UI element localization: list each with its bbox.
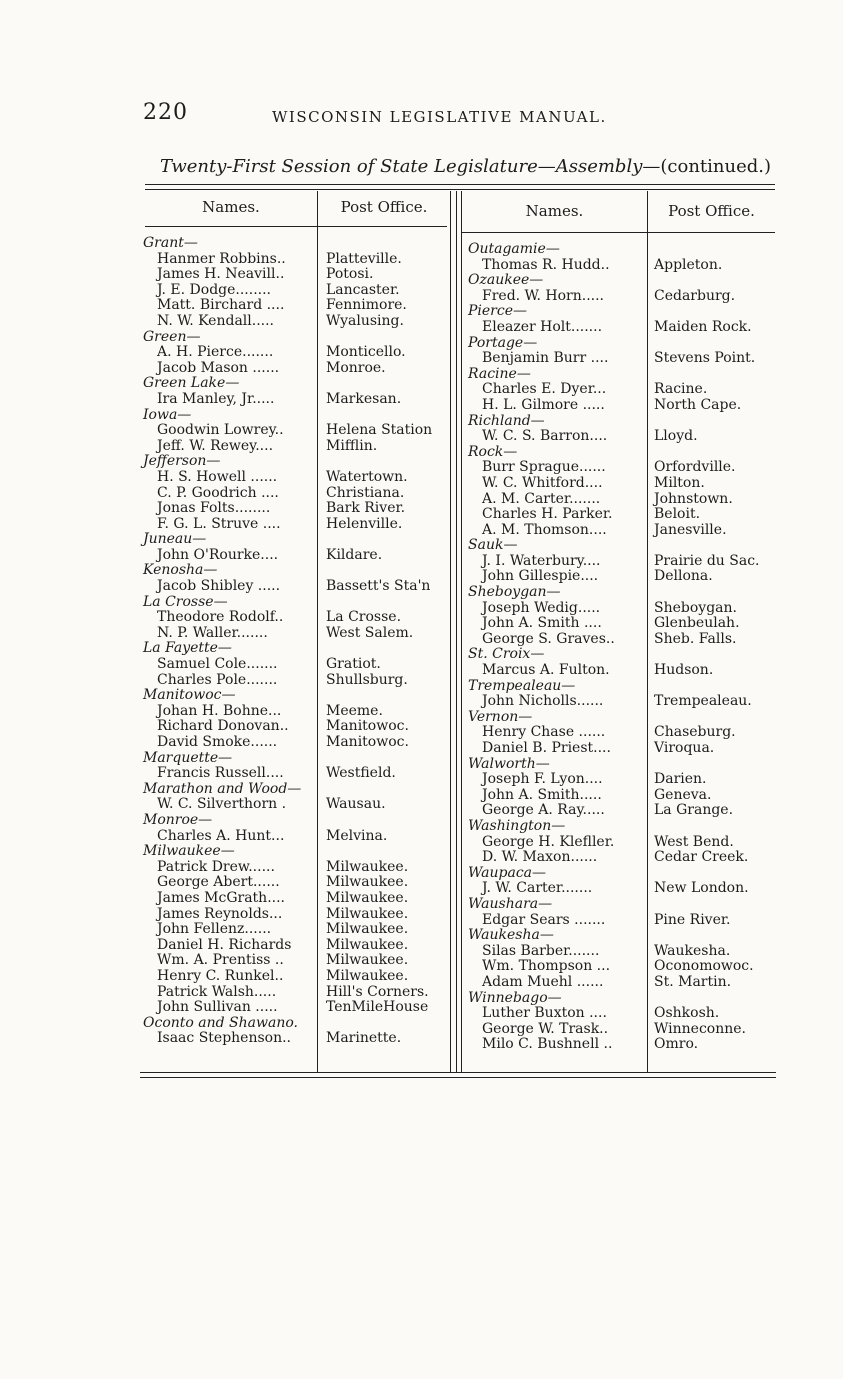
member-post-office: Mifflin. bbox=[326, 437, 378, 454]
member-name: Jonas Folts........ bbox=[157, 500, 271, 517]
member-post-office: Pine River. bbox=[654, 911, 731, 928]
left-post-office-column bbox=[326, 236, 432, 1047]
member-name: Burr Sprague...... bbox=[482, 459, 606, 476]
member-post-office: New London. bbox=[654, 880, 749, 897]
post-office-spacer bbox=[326, 641, 432, 657]
county-heading: Milwaukee— bbox=[143, 843, 235, 860]
page-number: 220 bbox=[143, 100, 188, 125]
member-name: J. W. Carter....... bbox=[482, 880, 593, 897]
member-name: Marcus A. Fulton. bbox=[482, 662, 610, 679]
post-office-spacer bbox=[654, 991, 760, 1007]
member-name: James McGrath.... bbox=[157, 889, 285, 906]
post-office-spacer bbox=[326, 532, 432, 548]
member-name: Francis Russell.... bbox=[157, 765, 284, 782]
member-post-office: Bassett's Sta'n bbox=[326, 578, 431, 595]
member-post-office: Chaseburg. bbox=[654, 724, 736, 741]
member-post-office: Watertown. bbox=[326, 468, 408, 485]
county-heading: Richland— bbox=[468, 412, 545, 429]
header-rule-left bbox=[145, 226, 447, 227]
member-post-office: Fennimore. bbox=[326, 297, 407, 314]
header-post-office-left: Post Office. bbox=[340, 198, 428, 216]
member-post-office: Maiden Rock. bbox=[654, 318, 752, 335]
post-office-spacer bbox=[654, 414, 760, 430]
member-post-office: Geneva. bbox=[654, 786, 712, 803]
member-post-office: Milwaukee. bbox=[326, 858, 409, 875]
member-post-office: Helena Station bbox=[326, 422, 433, 439]
member-name: James Reynolds... bbox=[157, 905, 283, 922]
member-name: H. S. Howell ...... bbox=[157, 468, 278, 485]
post-office-spacer bbox=[326, 1016, 432, 1032]
member-name: A. H. Pierce....... bbox=[157, 344, 274, 361]
county-heading: Rock— bbox=[468, 443, 518, 460]
county-heading: La Crosse— bbox=[143, 593, 228, 610]
county-heading: Sheboygan— bbox=[468, 584, 561, 601]
header-names-right: Names. bbox=[525, 202, 584, 220]
member-post-office: Beloit. bbox=[654, 506, 701, 523]
member-name: Silas Barber....... bbox=[482, 942, 600, 959]
member-name: W. C. Whitford.... bbox=[482, 474, 603, 491]
member-post-office: Wausau. bbox=[326, 796, 386, 813]
member-post-office: West Salem. bbox=[326, 624, 414, 641]
member-post-office: Monticello. bbox=[326, 344, 406, 361]
member-name: J. I. Waterbury.... bbox=[482, 552, 601, 569]
member-name: Samuel Cole....... bbox=[157, 656, 278, 673]
member-post-office: Stevens Point. bbox=[654, 350, 756, 367]
member-post-office: Milwaukee. bbox=[326, 936, 409, 953]
caption-italic: Twenty-First Session of State Legislature—Assembly— bbox=[160, 156, 661, 177]
member-post-office: West Bend. bbox=[654, 833, 734, 850]
member-post-office: Waukesha. bbox=[654, 942, 731, 959]
member-post-office: Milwaukee. bbox=[326, 905, 409, 922]
member-post-office: Christiana. bbox=[326, 484, 405, 501]
member-name: John Fellenz...... bbox=[157, 921, 272, 938]
table-caption bbox=[160, 156, 771, 177]
post-office-spacer bbox=[654, 928, 760, 944]
member-name: George W. Trask.. bbox=[482, 1020, 609, 1037]
member-post-office: Prairie du Sac. bbox=[654, 552, 760, 569]
county-heading: Washington— bbox=[468, 817, 566, 834]
post-office-spacer bbox=[654, 336, 760, 352]
member-post-office: St. Martin. bbox=[654, 973, 732, 990]
member-name: N. P. Waller....... bbox=[157, 624, 268, 641]
county-heading: Waupaca— bbox=[468, 864, 547, 881]
column-rule-5 bbox=[647, 191, 648, 1073]
post-office-spacer bbox=[326, 751, 432, 767]
member-post-office: Manitowoc. bbox=[326, 718, 409, 735]
member-name: H. L. Gilmore ..... bbox=[482, 396, 605, 413]
running-head: WISCONSIN LEGISLATIVE MANUAL. bbox=[272, 108, 607, 126]
member-name: Charles A. Hunt... bbox=[157, 827, 285, 844]
member-post-office: TenMileHouse bbox=[326, 999, 429, 1016]
member-name: Hanmer Robbins.. bbox=[157, 250, 286, 267]
member-name: Wm. A. Prentiss .. bbox=[157, 952, 284, 969]
member-name: Eleazer Holt....... bbox=[482, 318, 603, 335]
member-name: John Nicholls...... bbox=[482, 693, 604, 710]
post-office-spacer bbox=[326, 688, 432, 704]
county-heading: Juneau— bbox=[143, 531, 207, 548]
member-post-office: Orfordville. bbox=[654, 459, 736, 476]
member-post-office: Darien. bbox=[654, 771, 707, 788]
member-name: John Sullivan ..... bbox=[157, 999, 278, 1016]
member-post-office: Lloyd. bbox=[654, 428, 698, 445]
member-post-office: Appleton. bbox=[654, 256, 723, 273]
member-name: Richard Donovan.. bbox=[157, 718, 289, 735]
county-heading: Monroe— bbox=[143, 811, 213, 828]
member-post-office: Winneconne. bbox=[654, 1020, 746, 1037]
member-name: Theodore Rodolf.. bbox=[157, 609, 284, 626]
header-post-office-right: Post Office. bbox=[668, 202, 755, 220]
member-name: J. E. Dodge........ bbox=[157, 281, 272, 298]
post-office-spacer bbox=[654, 647, 760, 663]
county-heading: Marathon and Wood— bbox=[143, 780, 302, 797]
member-name: Jacob Shibley ..... bbox=[157, 578, 281, 595]
member-post-office: La Grange. bbox=[654, 802, 734, 819]
member-name: Benjamin Burr .... bbox=[482, 350, 609, 367]
member-post-office: Janesville. bbox=[654, 521, 727, 538]
post-office-spacer bbox=[326, 330, 432, 346]
member-name: Thomas R. Hudd.. bbox=[482, 256, 610, 273]
member-name: Wm. Thompson ... bbox=[482, 958, 611, 975]
member-post-office: Sheb. Falls. bbox=[654, 630, 737, 647]
member-post-office: Johnstown. bbox=[654, 490, 733, 507]
member-post-office: Sheboygan. bbox=[654, 599, 737, 616]
member-name: Johan H. Bohne... bbox=[157, 702, 282, 719]
post-office-spacer bbox=[326, 595, 432, 611]
member-post-office: North Cape. bbox=[654, 396, 742, 413]
member-post-office: Helenville. bbox=[326, 515, 403, 532]
post-office-spacer bbox=[654, 585, 760, 601]
post-office-spacer bbox=[326, 782, 432, 798]
county-heading: St. Croix— bbox=[468, 646, 545, 663]
member-post-office: Bark River. bbox=[326, 500, 406, 517]
member-post-office: Wyalusing. bbox=[326, 312, 404, 329]
member-name: Luther Buxton .... bbox=[482, 1005, 607, 1022]
member-post-office: Cedar Creek. bbox=[654, 849, 749, 866]
member-post-office: Markesan. bbox=[326, 390, 402, 407]
member-post-office: Oshkosh. bbox=[654, 1005, 720, 1022]
member-post-office: Gratiot. bbox=[326, 656, 381, 673]
member-name: Isaac Stephenson.. bbox=[157, 1030, 292, 1047]
member-post-office: Omro. bbox=[654, 1036, 699, 1053]
member-post-office: Marinette. bbox=[326, 1030, 402, 1047]
member-name: D. W. Maxon...... bbox=[482, 849, 598, 866]
post-office-spacer bbox=[326, 454, 432, 470]
county-heading: Manitowoc— bbox=[143, 687, 236, 704]
member-name: John A. Smith..... bbox=[482, 786, 602, 803]
member-post-office: Milwaukee. bbox=[326, 874, 409, 891]
member-post-office: Milwaukee. bbox=[326, 921, 409, 938]
member-post-office: Westfield. bbox=[326, 765, 396, 782]
member-name: George H. Klefller. bbox=[482, 833, 615, 850]
member-name: A. M. Carter....... bbox=[482, 490, 601, 507]
member-name: James H. Neavill.. bbox=[157, 266, 285, 283]
county-heading: Trempealeau— bbox=[468, 677, 576, 694]
post-office-spacer bbox=[654, 242, 760, 258]
top-rule-2 bbox=[145, 189, 775, 190]
member-post-office: Trempealeau. bbox=[654, 693, 752, 710]
member-post-office: Monroe. bbox=[326, 359, 386, 376]
member-name: Patrick Drew...... bbox=[157, 858, 275, 875]
county-heading: Ozaukee— bbox=[468, 272, 544, 289]
county-heading: Iowa— bbox=[143, 406, 192, 423]
column-rule-3 bbox=[456, 191, 457, 1073]
member-name: Charles H. Parker. bbox=[482, 506, 613, 523]
post-office-spacer bbox=[326, 813, 432, 829]
member-name: F. G. L. Struve .... bbox=[157, 515, 281, 532]
member-post-office: Viroqua. bbox=[654, 740, 715, 756]
member-post-office: Platteville. bbox=[326, 250, 402, 267]
county-heading: Portage— bbox=[468, 334, 538, 351]
member-post-office: Hudson. bbox=[654, 662, 714, 679]
county-heading: Oconto and Shawano. bbox=[143, 1014, 298, 1031]
member-name: John Gillespie.... bbox=[482, 568, 599, 585]
right-names-column bbox=[468, 242, 615, 1053]
header-names-left: Names. bbox=[202, 198, 260, 216]
county-heading: Pierce— bbox=[468, 303, 528, 320]
post-office-spacer bbox=[654, 897, 760, 913]
member-name: Charles Pole....... bbox=[157, 671, 278, 688]
member-name: Jeff. W. Rewey.... bbox=[157, 437, 274, 454]
post-office-spacer bbox=[654, 819, 760, 835]
column-rule-2 bbox=[450, 191, 451, 1073]
county-heading: Jefferson— bbox=[143, 453, 221, 470]
county-heading: La Fayette— bbox=[143, 640, 232, 657]
post-office-spacer bbox=[326, 563, 432, 579]
member-name: John O'Rourke.... bbox=[157, 546, 279, 563]
member-name: Milo C. Bushnell .. bbox=[482, 1036, 613, 1053]
county-heading: Winnebago— bbox=[468, 989, 562, 1006]
member-post-office: La Crosse. bbox=[326, 609, 402, 626]
left-names-column bbox=[143, 236, 301, 1047]
member-post-office: Manitowoc. bbox=[326, 734, 409, 750]
county-heading: Waukesha— bbox=[468, 927, 554, 944]
post-office-spacer bbox=[654, 304, 760, 320]
member-name: Joseph Wedig..... bbox=[482, 599, 601, 616]
member-post-office: Lancaster. bbox=[326, 281, 400, 298]
member-post-office: Racine. bbox=[654, 381, 708, 398]
member-name: W. C. Silverthorn . bbox=[157, 796, 287, 813]
county-heading: Vernon— bbox=[468, 708, 533, 725]
member-post-office: Melvina. bbox=[326, 827, 388, 844]
post-office-spacer bbox=[654, 445, 760, 461]
post-office-spacer bbox=[654, 710, 760, 726]
county-heading: Outagamie— bbox=[468, 241, 560, 257]
member-post-office: Hill's Corners. bbox=[326, 983, 429, 1000]
top-rule bbox=[145, 184, 775, 185]
member-name: Charles E. Dyer... bbox=[482, 381, 607, 398]
post-office-spacer bbox=[654, 679, 760, 695]
member-name: A. M. Thomson.... bbox=[482, 521, 607, 538]
member-post-office: Oconomowoc. bbox=[654, 958, 754, 975]
caption-continued: (continued.) bbox=[660, 156, 772, 177]
member-name: David Smoke...... bbox=[157, 734, 278, 750]
member-name: C. P. Goodrich .... bbox=[157, 484, 279, 501]
post-office-spacer bbox=[654, 757, 760, 773]
member-post-office: Shullsburg. bbox=[326, 671, 408, 688]
member-post-office: Glenbeulah. bbox=[654, 615, 740, 632]
member-post-office: Potosi. bbox=[326, 266, 374, 283]
member-name: Ira Manley, Jr..... bbox=[157, 390, 275, 407]
member-post-office: Dellona. bbox=[654, 568, 713, 585]
member-name: Adam Muehl ...... bbox=[482, 973, 604, 990]
member-post-office: Milwaukee. bbox=[326, 967, 409, 984]
member-post-office: Milton. bbox=[654, 474, 705, 491]
post-office-spacer bbox=[326, 236, 432, 252]
member-name: Jacob Mason ...... bbox=[157, 359, 280, 376]
member-post-office: Milwaukee. bbox=[326, 952, 409, 969]
member-name: John A. Smith .... bbox=[482, 615, 602, 632]
county-heading: Waushara— bbox=[468, 895, 553, 912]
member-post-office: Meeme. bbox=[326, 702, 383, 719]
county-heading: Grant— bbox=[143, 235, 198, 251]
member-name: Daniel B. Priest.... bbox=[482, 740, 611, 756]
member-name: George A. Ray..... bbox=[482, 802, 605, 819]
county-heading: Racine— bbox=[468, 365, 531, 382]
right-post-office-column bbox=[654, 242, 760, 1053]
member-name: W. C. S. Barron.... bbox=[482, 428, 608, 445]
member-name: Patrick Walsh..... bbox=[157, 983, 277, 1000]
member-post-office: Milwaukee. bbox=[326, 889, 409, 906]
post-office-spacer bbox=[654, 866, 760, 882]
county-heading: Sauk— bbox=[468, 537, 518, 554]
member-name: Goodwin Lowrey.. bbox=[157, 422, 284, 439]
member-name: Henry C. Runkel.. bbox=[157, 967, 284, 984]
post-office-spacer bbox=[326, 376, 432, 392]
member-name: Joseph F. Lyon.... bbox=[482, 771, 603, 788]
county-heading: Green— bbox=[143, 328, 201, 345]
member-post-office: Kildare. bbox=[326, 546, 383, 563]
post-office-spacer bbox=[654, 367, 760, 383]
column-rule-1 bbox=[317, 191, 318, 1073]
post-office-spacer bbox=[654, 538, 760, 554]
member-name: Daniel H. Richards bbox=[157, 936, 292, 953]
header-rule-right bbox=[462, 232, 775, 233]
post-office-spacer bbox=[326, 408, 432, 424]
member-post-office: Cedarburg. bbox=[654, 287, 736, 304]
county-heading: Marquette— bbox=[143, 749, 233, 766]
post-office-spacer bbox=[326, 844, 432, 860]
post-office-spacer bbox=[654, 273, 760, 289]
member-name: Fred. W. Horn..... bbox=[482, 287, 604, 304]
member-name: George S. Graves.. bbox=[482, 630, 615, 647]
member-name: N. W. Kendall..... bbox=[157, 312, 274, 329]
member-name: Edgar Sears ....... bbox=[482, 911, 606, 928]
column-rule-4 bbox=[461, 191, 462, 1073]
member-name: Matt. Birchard .... bbox=[157, 297, 285, 314]
member-name: Henry Chase ...... bbox=[482, 724, 606, 741]
county-heading: Green Lake— bbox=[143, 375, 240, 392]
bottom-rule-2 bbox=[140, 1077, 776, 1078]
county-heading: Walworth— bbox=[468, 755, 550, 772]
county-heading: Kenosha— bbox=[143, 562, 218, 579]
bottom-rule bbox=[140, 1072, 776, 1073]
member-name: George Abert...... bbox=[157, 874, 280, 891]
